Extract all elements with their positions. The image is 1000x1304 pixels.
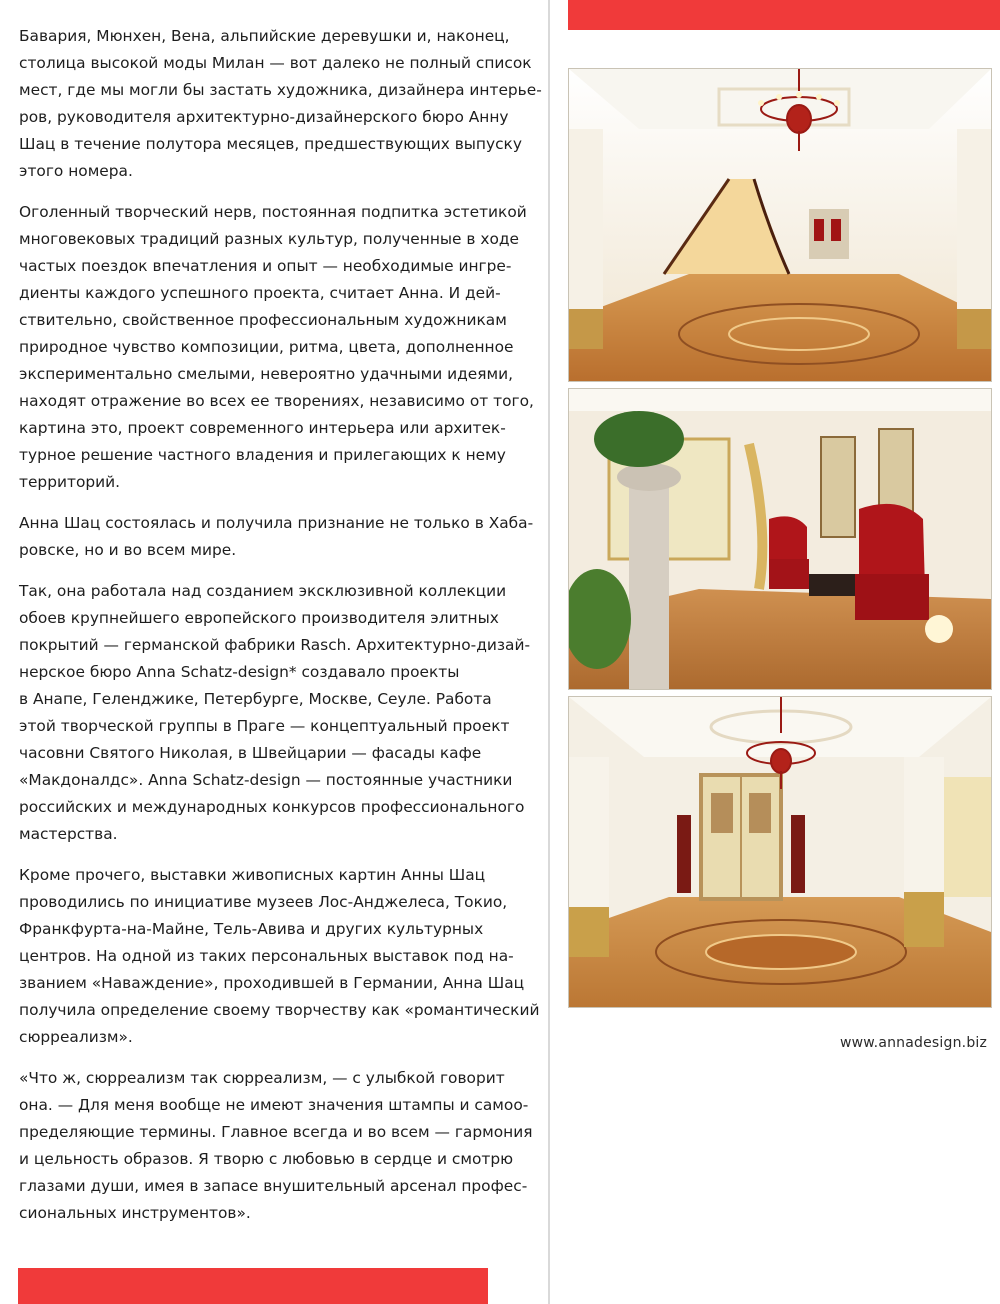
text-line: Так, она работала над созданием эксклюзивной коллекции xyxy=(19,582,507,600)
text-line: столица высокой моды Милан — вот далеко не полный список xyxy=(19,54,532,72)
column-divider xyxy=(548,0,550,1304)
text-line: сюрреализм». xyxy=(19,1028,133,1046)
text-line: природное чувство композиции, ритма, цвета, дополненное xyxy=(19,338,514,356)
text-line: покрытий — германской фабрики Rasch. Архитектурно-дизай- xyxy=(19,636,531,654)
article-paragraph xyxy=(19,1065,533,1227)
text-line: этой творческой группы в Праге — концептуальный проект xyxy=(19,717,510,735)
text-line: картина это, проект современного интерьера или архитек- xyxy=(19,419,506,437)
text-line: центров. На одной из таких персональных выставок под на- xyxy=(19,947,514,965)
text-line: «Макдоналдс». Anna Schatz-design — постоянные участники xyxy=(19,771,513,789)
text-line: находят отражение во всех ее творениях, независимо от того, xyxy=(19,392,534,410)
text-line: она. — Для меня вообще не имеют значения штампы и самоо- xyxy=(19,1096,529,1114)
text-line: часовни Святого Николая, в Швейцарии — фасады кафе xyxy=(19,744,482,762)
text-line: российских и международных конкурсов профессионального xyxy=(19,798,525,816)
text-line: мастерства. xyxy=(19,825,118,843)
article-text-column xyxy=(19,23,542,1241)
text-line: званием «Наваждение», проходившей в Германии, Анна Шац xyxy=(19,974,525,992)
text-line: этого номера. xyxy=(19,162,133,180)
text-line: территорий. xyxy=(19,473,121,491)
text-line: получила определение своему творчеству как «романтический xyxy=(19,1001,540,1019)
photo-hall-doors xyxy=(568,696,992,1008)
text-line: Франкфурта-на-Майне, Тель-Авива и других культурных xyxy=(19,920,484,938)
article-paragraph xyxy=(19,862,540,1051)
text-line: в Анапе, Геленджике, Петербурге, Москве, Сеуле. Работа xyxy=(19,690,492,708)
text-line: Кроме прочего, выставки живописных картин Анны Шац xyxy=(19,866,486,884)
text-line: Шац в течение полутора месяцев, предшествующих выпуску xyxy=(19,135,522,153)
text-line: экспериментально смелыми, невероятно удачными идеями, xyxy=(19,365,513,383)
article-paragraph xyxy=(19,199,534,496)
text-line: нерское бюро Anna Schatz-design* создавало проекты xyxy=(19,663,460,681)
text-line: сиональных инструментов». xyxy=(19,1204,251,1222)
text-line: Оголенный творческий нерв, постоянная подпитка эстетикой xyxy=(19,203,527,221)
photo-lounge-armchairs xyxy=(568,388,992,690)
text-line: «Что ж, сюрреализм так сюрреализм, — с улыбкой говорит xyxy=(19,1069,505,1087)
website-url: www.annadesign.biz xyxy=(840,1035,988,1051)
text-line: диенты каждого успешного проекта, считает Анна. И дей- xyxy=(19,284,501,302)
text-line: ров, руководителя архитектурно-дизайнерского бюро Анну xyxy=(19,108,509,126)
text-line: мест, где мы могли бы застать художника, дизайнера интерье- xyxy=(19,81,542,99)
bottom-red-bar xyxy=(18,1268,488,1304)
text-line: пределяющие термины. Главное всегда и во всем — гармония xyxy=(19,1123,533,1141)
text-line: и цельность образов. Я творю с любовью в сердце и смотрю xyxy=(19,1150,514,1168)
text-line: обоев крупнейшего европейского производителя элитных xyxy=(19,609,499,627)
article-paragraph xyxy=(19,23,542,185)
text-line: глазами души, имея в запасе внушительный арсенал профес- xyxy=(19,1177,528,1195)
text-line: проводились по инициативе музеев Лос-Анджелеса, Токио, xyxy=(19,893,508,911)
text-line: турное решение частного владения и прилегающих к нему xyxy=(19,446,506,464)
text-line: ствительно, свойственное профессиональным художникам xyxy=(19,311,507,329)
photo-hall-staircase xyxy=(568,68,992,382)
text-line: Бавария, Мюнхен, Вена, альпийские деревушки и, наконец, xyxy=(19,27,510,45)
text-line: ровске, но и во всем мире. xyxy=(19,541,237,559)
text-line: многовековых традиций разных культур, полученные в ходе xyxy=(19,230,520,248)
article-paragraph xyxy=(19,578,531,848)
article-paragraph xyxy=(19,510,534,564)
top-red-bar xyxy=(568,0,1000,30)
text-line: Анна Шац состоялась и получила признание не только в Хаба- xyxy=(19,514,534,532)
text-line: частых поездок впечатления и опыт — необходимые ингре- xyxy=(19,257,512,275)
